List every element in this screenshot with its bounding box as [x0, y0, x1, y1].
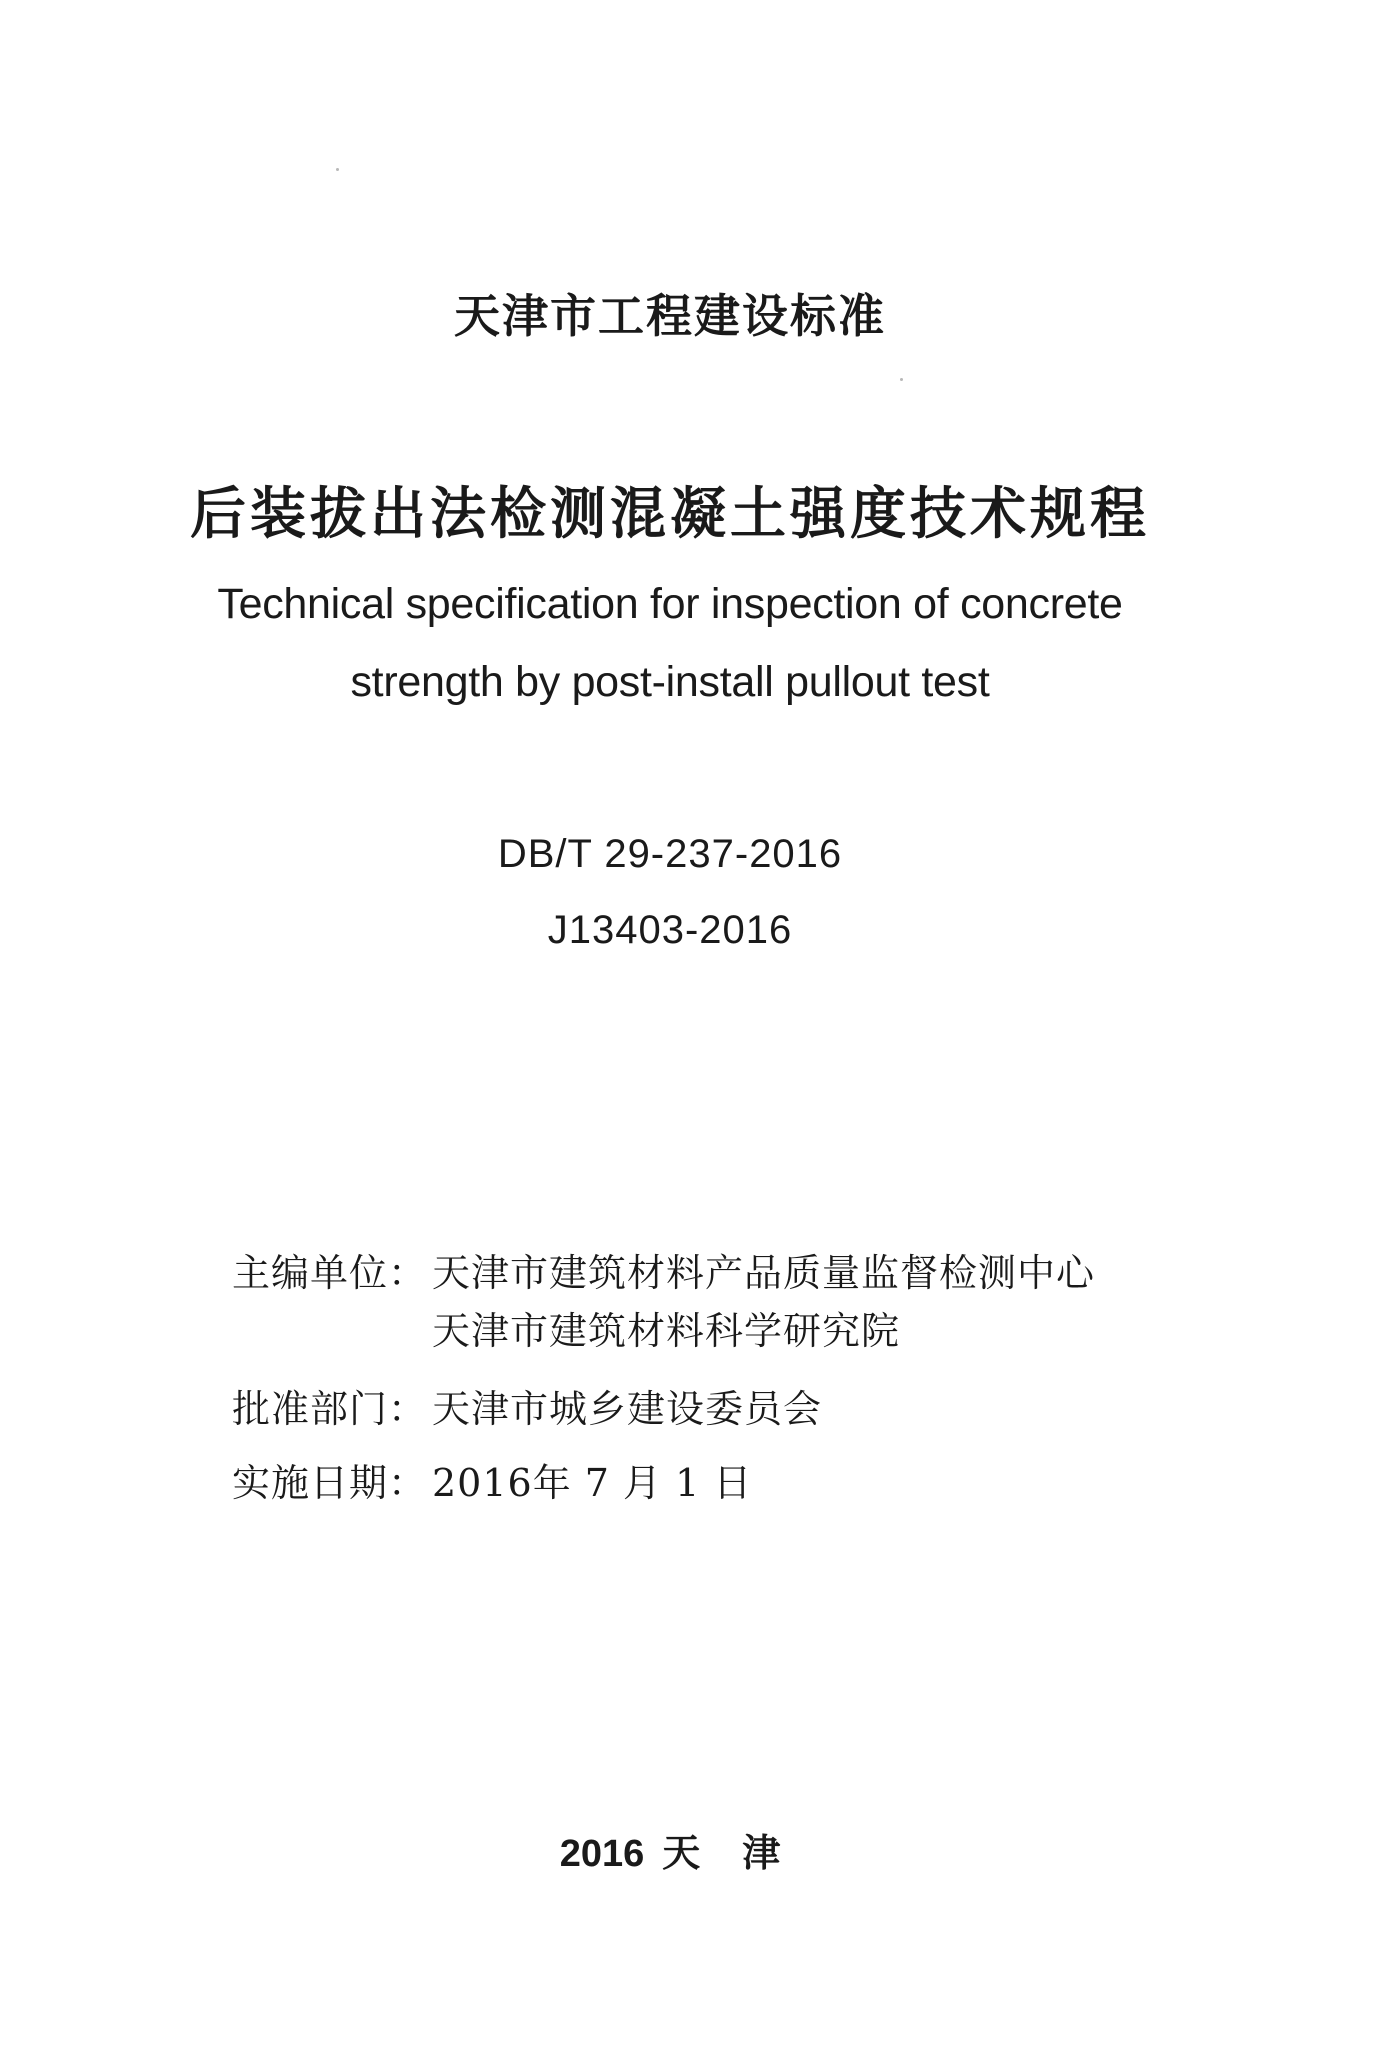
- chief-editor-row: [232, 1242, 1095, 1297]
- scan-speck: [336, 168, 339, 171]
- standard-number: DB/T 29-237-2016: [497, 832, 843, 876]
- publication-city-char-1: 天: [662, 1831, 701, 1875]
- effective-date-row: [232, 1452, 752, 1507]
- chief-editor-org-2: 天津市建筑材料科学研究院: [432, 1309, 901, 1353]
- publication-year: 2016: [559, 1833, 645, 1875]
- record-number: J13403-2016: [547, 908, 793, 952]
- scan-speck: [900, 378, 903, 381]
- chief-editor-org-1: 天津市建筑材料产品质量监督检测中心: [432, 1251, 1096, 1295]
- publication-footer: [0, 1822, 1340, 1877]
- chief-editor-label: 主编单位：: [232, 1251, 428, 1295]
- approval-label: 批准部门：: [232, 1387, 428, 1431]
- effective-date-label: 实施日期：: [232, 1461, 428, 1505]
- approval-org: 天津市城乡建设委员会: [432, 1387, 823, 1431]
- document-title-english-line-1: Technical specification for inspection of concrete: [217, 580, 1123, 628]
- document-title-chinese: 后装拔出法检测混凝土强度技术规程: [190, 482, 1150, 547]
- standard-series-heading: 天津市工程建设标准: [454, 289, 886, 343]
- effective-date-value: 2016年 7 月 1 日: [432, 1461, 753, 1505]
- document-title-english-line-2: strength by post-install pullout test: [350, 658, 990, 706]
- publication-city-char-2: 津: [742, 1831, 781, 1875]
- approval-row: [232, 1378, 822, 1433]
